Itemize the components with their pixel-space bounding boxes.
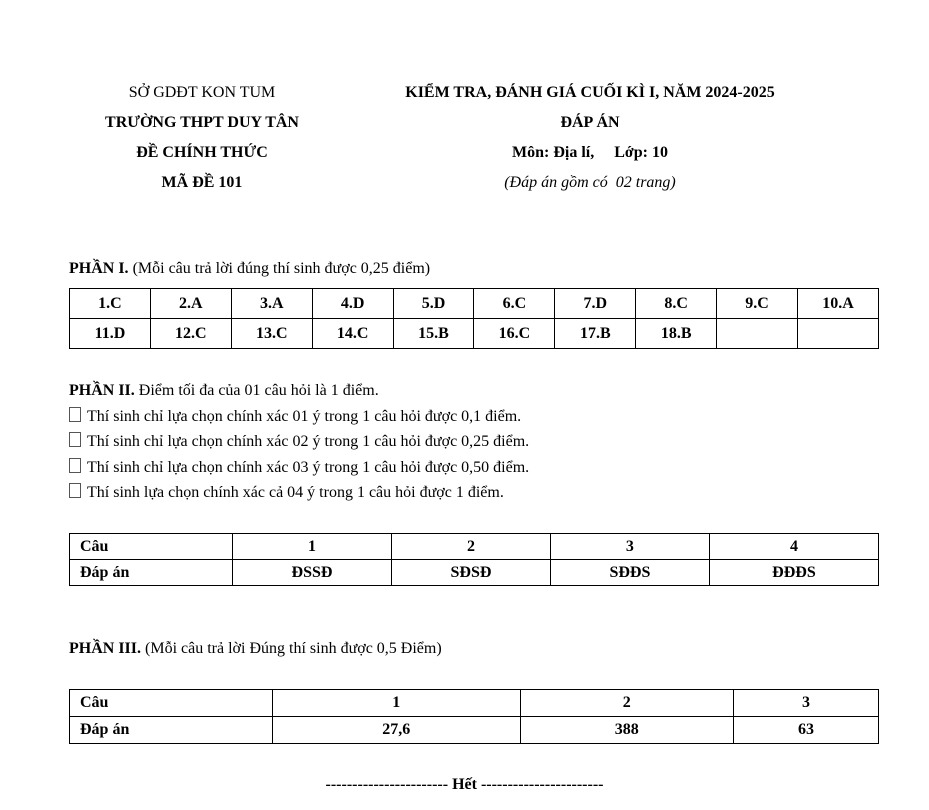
answer-cell: 11.D — [70, 319, 151, 349]
table-row — [70, 717, 879, 744]
table-row — [70, 690, 879, 717]
answer-cell: 3.A — [231, 289, 312, 319]
question-cell: 2 — [391, 534, 550, 560]
row-label: Đáp án — [70, 717, 273, 744]
answer-cell: ĐSSĐ — [233, 560, 392, 586]
pages-note: (Đáp án gồm có 02 trang) — [504, 174, 676, 191]
row-label: Câu — [70, 534, 233, 560]
question-cell: 4 — [709, 534, 878, 560]
question-cell: 1 — [273, 690, 521, 717]
answer-cell: 6.C — [474, 289, 555, 319]
scoring-rule — [69, 404, 529, 430]
department-name: SỞ GDĐT KON TUM — [128, 84, 276, 101]
scoring-rule — [69, 480, 529, 506]
checkbox-icon — [69, 458, 81, 473]
answer-cell: 388 — [520, 717, 733, 744]
part1-note: (Mỗi câu trả lời đúng thí sinh được 0,25 điểm) — [128, 260, 431, 277]
answer-cell: ĐĐĐS — [709, 560, 878, 586]
answer-cell: 4.D — [312, 289, 393, 319]
table-row — [70, 560, 879, 586]
part1-heading — [69, 260, 430, 278]
answer-cell: 63 — [733, 717, 878, 744]
answer-cell: 8.C — [636, 289, 717, 319]
answer-cell: 17.B — [555, 319, 636, 349]
answer-cell — [717, 319, 798, 349]
scoring-rule — [69, 455, 529, 481]
school-name: TRƯỜNG THPT DUY TÂN — [105, 114, 299, 131]
header-right — [360, 78, 820, 198]
scoring-rule-text: Thí sinh lựa chọn chính xác cả 04 ý trong 1 câu hỏi được 1 điểm. — [87, 484, 504, 501]
checkbox-icon — [69, 432, 81, 447]
answer-cell: 2.A — [150, 289, 231, 319]
part3-note: (Mỗi câu trả lời Đúng thí sinh được 0,5 Điểm) — [141, 640, 442, 657]
table-row — [70, 534, 879, 560]
question-cell: 1 — [233, 534, 392, 560]
checkbox-icon — [69, 483, 81, 498]
exam-code: MÃ ĐỀ 101 — [161, 174, 243, 191]
row-label: Câu — [70, 690, 273, 717]
answer-cell — [798, 319, 879, 349]
answer-cell: 27,6 — [273, 717, 521, 744]
row-label: Đáp án — [70, 560, 233, 586]
official-label: ĐỀ CHÍNH THỨC — [136, 144, 268, 161]
answer-cell: 14.C — [312, 319, 393, 349]
part1-label: PHẦN I. — [69, 260, 129, 277]
answer-cell: SĐSĐ — [391, 560, 550, 586]
part2-label: PHẦN II. — [69, 382, 135, 399]
scoring-rule-text: Thí sinh chỉ lựa chọn chính xác 01 ý trong 1 câu hỏi được 0,1 điểm. — [87, 407, 522, 425]
table-row — [70, 319, 879, 349]
answer-cell: 12.C — [150, 319, 231, 349]
part1-table — [69, 288, 879, 349]
part3-heading — [69, 640, 442, 658]
answer-cell: SĐĐS — [550, 560, 709, 586]
question-cell: 3 — [733, 690, 878, 717]
answer-cell: 9.C — [717, 289, 798, 319]
answer-cell: 7.D — [555, 289, 636, 319]
answer-cell: 5.D — [393, 289, 474, 319]
answer-cell: 18.B — [636, 319, 717, 349]
part2-table — [69, 533, 879, 586]
exam-title: KIỂM TRA, ĐÁNH GIÁ CUỐI KÌ I, NĂM 2024-2025 — [405, 84, 775, 101]
table-row — [70, 289, 879, 319]
part3-table — [69, 689, 879, 744]
scoring-rule — [69, 429, 529, 455]
scoring-rule-text: Thí sinh chỉ lựa chọn chính xác 02 ý trong 1 câu hỏi được 0,25 điểm. — [87, 433, 530, 450]
header-left — [72, 78, 332, 198]
part2-note: Điểm tối đa của 01 câu hỏi là 1 điểm. — [134, 382, 379, 399]
subject-line: Môn: Địa lí, Lớp: 10 — [512, 144, 668, 161]
checkbox-icon — [69, 407, 81, 422]
answer-cell: 13.C — [231, 319, 312, 349]
part3-label: PHẦN III. — [69, 640, 142, 657]
answer-cell: 10.A — [798, 289, 879, 319]
part2-section — [69, 378, 529, 506]
part2-heading — [69, 378, 529, 404]
question-cell: 3 — [550, 534, 709, 560]
scoring-rule-text: Thí sinh chỉ lựa chọn chính xác 03 ý trong 1 câu hỏi được 0,50 điểm. — [87, 458, 530, 476]
answer-cell: 16.C — [474, 319, 555, 349]
question-cell: 2 — [520, 690, 733, 717]
answer-key-title: ĐÁP ÁN — [560, 114, 620, 131]
end-marker: ----------------------- Hết ----------------------- — [325, 776, 604, 793]
answer-cell: 1.C — [70, 289, 151, 319]
answer-cell: 15.B — [393, 319, 474, 349]
